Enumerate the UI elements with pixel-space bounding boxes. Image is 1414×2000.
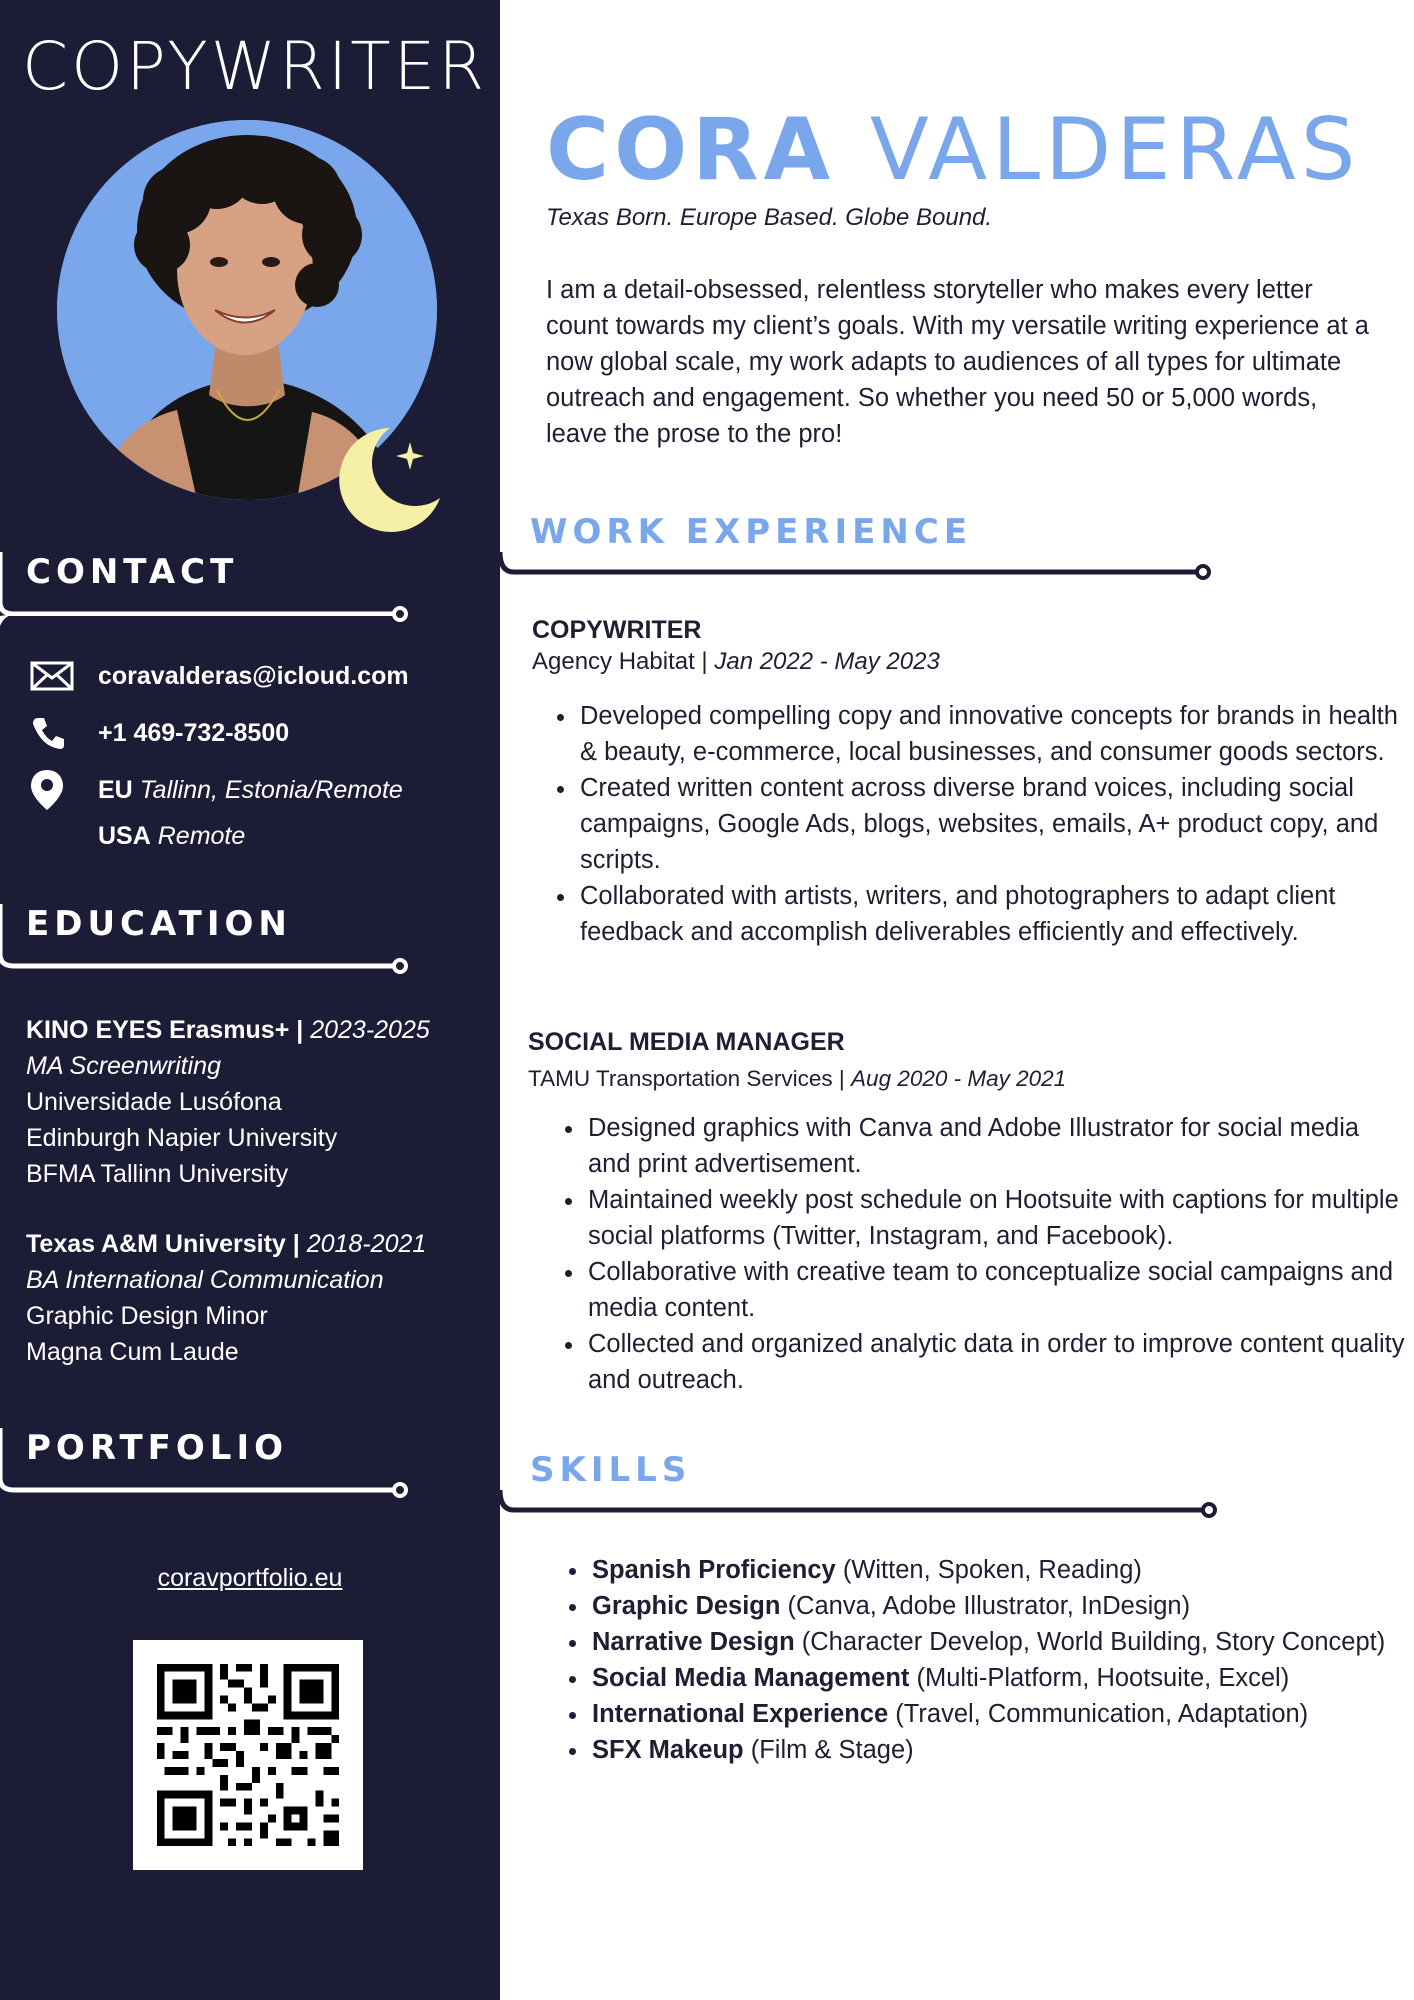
portfolio-heading: PORTFOLIO xyxy=(26,1428,289,1468)
skill-item: • SFX Makeup (Film & Stage) xyxy=(590,1732,1390,1768)
skill-item: • International Experience (Travel, Communication, Adaptation) xyxy=(590,1696,1390,1732)
list-item: • Designed graphics with Canva and Adobe Illustrator for social media and print advertisement. xyxy=(586,1110,1406,1182)
education-degree: BA International Communication xyxy=(26,1266,384,1294)
contact-email-row xyxy=(30,656,409,696)
education-line: Universidade Lusófona xyxy=(26,1088,282,1116)
education-line: BFMA Tallinn University xyxy=(26,1160,289,1188)
contact-phone-row xyxy=(30,713,289,753)
education-degree: MA Screenwriting xyxy=(26,1052,221,1080)
list-item: • Collaborative with creative team to conceptualize social campaigns and media content. xyxy=(586,1254,1406,1326)
list-item: • Created written content across diverse brand voices, including social campaigns, Google Ads, blogs, websites, emails, A+ product copy, and scripts. xyxy=(578,770,1408,878)
education-line: Edinburgh Napier University xyxy=(26,1124,338,1152)
skill-item: • Graphic Design (Canva, Adobe Illustrator, InDesign) xyxy=(590,1588,1390,1624)
role-title: COPYWRITER xyxy=(22,28,488,105)
contact-location-usa-row xyxy=(30,816,245,856)
education-school: KINO EYES Erasmus+ | xyxy=(26,1016,304,1044)
skills-list xyxy=(558,1552,1390,1768)
contact-email[interactable]: coravalderas@icloud.com xyxy=(98,661,409,690)
education-heading: EDUCATION xyxy=(26,904,292,944)
sidebar xyxy=(0,0,500,2000)
work-heading: WORK EXPERIENCE xyxy=(530,512,973,552)
job-company: TAMU Transportation Services | xyxy=(528,1066,845,1091)
job-meta xyxy=(528,1066,1066,1092)
full-name xyxy=(546,100,1360,200)
skill-item: • Social Media Management (Multi-Platform, Hootsuite, Excel) xyxy=(590,1660,1390,1696)
location-usa-value: Remote xyxy=(157,821,246,850)
first-name: CORA xyxy=(546,100,836,200)
job-title: SOCIAL MEDIA MANAGER xyxy=(528,1028,845,1056)
job-dates: Jan 2022 - May 2023 xyxy=(714,648,940,675)
contact-phone[interactable]: +1 469-732-8500 xyxy=(98,718,290,747)
skill-item: • Narrative Design (Character Develop, World Building, Story Concept) xyxy=(590,1624,1390,1660)
list-item: • Collected and organized analytic data in order to improve content quality and outreach. xyxy=(586,1326,1406,1398)
crescent-moon-icon xyxy=(328,420,448,540)
job-meta xyxy=(532,648,940,676)
education-entry xyxy=(26,1226,426,1370)
star-icon xyxy=(396,442,424,470)
tagline: Texas Born. Europe Based. Globe Bound. xyxy=(546,204,993,231)
list-item: • Collaborated with artists, writers, and photographers to adapt client feedback and accomplish deliverables efficiently and effectively. xyxy=(578,878,1408,950)
job-dates: Aug 2020 - May 2021 xyxy=(851,1066,1067,1091)
phone-icon xyxy=(30,713,80,753)
location-eu-value: Tallinn, Estonia/Remote xyxy=(139,775,403,804)
list-item: • Developed compelling copy and innovative concepts for brands in health & beauty, e-commerce, local businesses, and consumer goods sectors. xyxy=(578,698,1408,770)
job-title: COPYWRITER xyxy=(532,616,702,644)
skill-item: • Spanish Proficiency (Witten, Spoken, Reading) xyxy=(590,1552,1390,1588)
location-eu-label: EU xyxy=(98,775,133,804)
education-school: Texas A&M University | xyxy=(26,1230,300,1258)
skills-heading: SKILLS xyxy=(530,1450,692,1490)
summary: I am a detail-obsessed, relentless storyteller who makes every letter count towards my client’s goals. With my versatile writing experience at a now global scale, my work adapts to audiences of all types for ultimate outreach and engagement. So whether you need 50 or 5,000 words, leave the prose to the pro! xyxy=(546,276,1369,448)
job-bullets xyxy=(546,698,1408,950)
envelope-icon xyxy=(30,656,80,696)
list-item: • Maintained weekly post schedule on Hootsuite with captions for multiple social platforms (Twitter, Instagram, and Facebook). xyxy=(586,1182,1406,1254)
education-line: Graphic Design Minor xyxy=(26,1302,268,1330)
education-line: Magna Cum Laude xyxy=(26,1338,239,1366)
qr-code[interactable] xyxy=(133,1640,363,1870)
education-years: 2023-2025 xyxy=(310,1016,430,1044)
last-name: VALDERAS xyxy=(869,100,1361,200)
job-bullets xyxy=(554,1110,1406,1398)
contact-location-eu-row xyxy=(30,770,403,810)
contact-heading: CONTACT xyxy=(26,552,239,592)
job-company: Agency Habitat | xyxy=(532,648,708,675)
qr-code-image xyxy=(133,1640,363,1870)
portfolio-link[interactable]: coravportfolio.eu xyxy=(157,1564,343,1592)
education-years: 2018-2021 xyxy=(306,1230,427,1258)
location-usa-label: USA xyxy=(98,821,151,850)
location-pin-icon xyxy=(30,770,80,810)
education-entry xyxy=(26,1012,430,1192)
